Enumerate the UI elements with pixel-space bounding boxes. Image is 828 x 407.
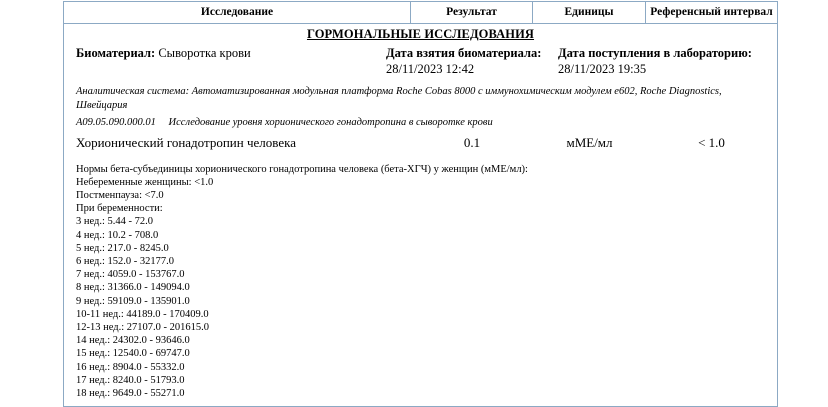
norms-line: 16 нед.: 8904.0 - 55332.0	[76, 361, 185, 373]
date-arrived-field	[558, 46, 752, 77]
test-code-value: А09.05.090.000.01	[76, 117, 156, 128]
analyte-value: 0.1	[463, 134, 481, 150]
norms-line: 18 нед.: 9649.0 - 55271.0	[76, 387, 185, 399]
date-arrived-value: 28/11/2023 19:35	[558, 62, 647, 76]
column-header-result: Результат	[411, 2, 533, 23]
norms-line: 6 нед.: 152.0 - 32177.0	[76, 255, 175, 267]
column-header-units: Единицы	[533, 2, 646, 23]
biomaterial-label: Биоматериал:	[76, 46, 156, 60]
analytic-system-info	[64, 85, 777, 112]
analyte-result-row	[64, 135, 777, 157]
biomaterial-field	[76, 46, 251, 61]
test-code-name: Исследование уровня хорионического гонадотропина в сыворотке крови	[168, 117, 493, 128]
norms-title: Нормы бета-субъединицы хорионического гонадотропина человека (бета-ХГЧ) у женщин (мМЕ/мл):	[76, 163, 528, 175]
analyte-reference: < 1.0	[698, 134, 725, 150]
norms-line: Постменпауза: <7.0	[76, 189, 164, 201]
norms-line: 4 нед.: 10.2 - 708.0	[76, 229, 159, 241]
date-taken-label: Дата взятия биоматериала:	[386, 46, 542, 60]
norms-line: 9 нед.: 59109.0 - 135901.0	[76, 295, 190, 307]
norms-line: 5 нед.: 217.0 - 8245.0	[76, 242, 169, 254]
analyte-name: Хорионический гонадотропин человека	[76, 134, 296, 150]
report-body	[64, 27, 777, 406]
norms-line: 12-13 нед.: 27107.0 - 201615.0	[76, 321, 210, 333]
norms-line: 3 нед.: 5.44 - 72.0	[76, 216, 154, 228]
analytic-system-line2: Швейцария	[76, 99, 128, 111]
date-taken-field	[386, 46, 541, 77]
analytic-system-line1: Аналитическая система: Автоматизированная модульная платформа Roche Cobas 8000 с иммунохимическим модулем e602, Roche Diagnostics,	[76, 86, 722, 97]
report-meta-row	[64, 44, 777, 84]
section-title: ГОРМОНАЛЬНЫЕ ИССЛЕДОВАНИЯ	[306, 27, 535, 41]
biomaterial-value: Сыворотка крови	[158, 46, 251, 60]
report-table	[63, 1, 778, 407]
column-header-study: Исследование	[64, 2, 411, 23]
date-taken-value: 28/11/2023 12:42	[386, 62, 475, 76]
table-header-row	[64, 2, 777, 24]
norms-line: 8 нед.: 31366.0 - 149094.0	[76, 282, 190, 294]
column-header-reference: Референсный интервал	[650, 6, 773, 18]
norms-line-list	[76, 176, 777, 400]
test-code-line	[64, 116, 777, 130]
norms-line: 7 нед.: 4059.0 - 153767.0	[76, 269, 185, 281]
norms-line: 15 нед.: 12540.0 - 69747.0	[76, 348, 190, 360]
date-arrived-label: Дата поступления в лабораторию:	[558, 46, 752, 60]
norms-line: 14 нед.: 24302.0 - 93646.0	[76, 335, 190, 347]
norms-line: При беременности:	[76, 203, 163, 215]
analyte-units: мМЕ/мл	[566, 134, 613, 150]
norms-line: Небеременные женщины: <1.0	[76, 176, 214, 188]
norms-line: 17 нед.: 8240.0 - 51793.0	[76, 374, 185, 386]
norms-line: 10-11 нед.: 44189.0 - 170409.0	[76, 308, 209, 320]
norms-block	[64, 163, 777, 407]
